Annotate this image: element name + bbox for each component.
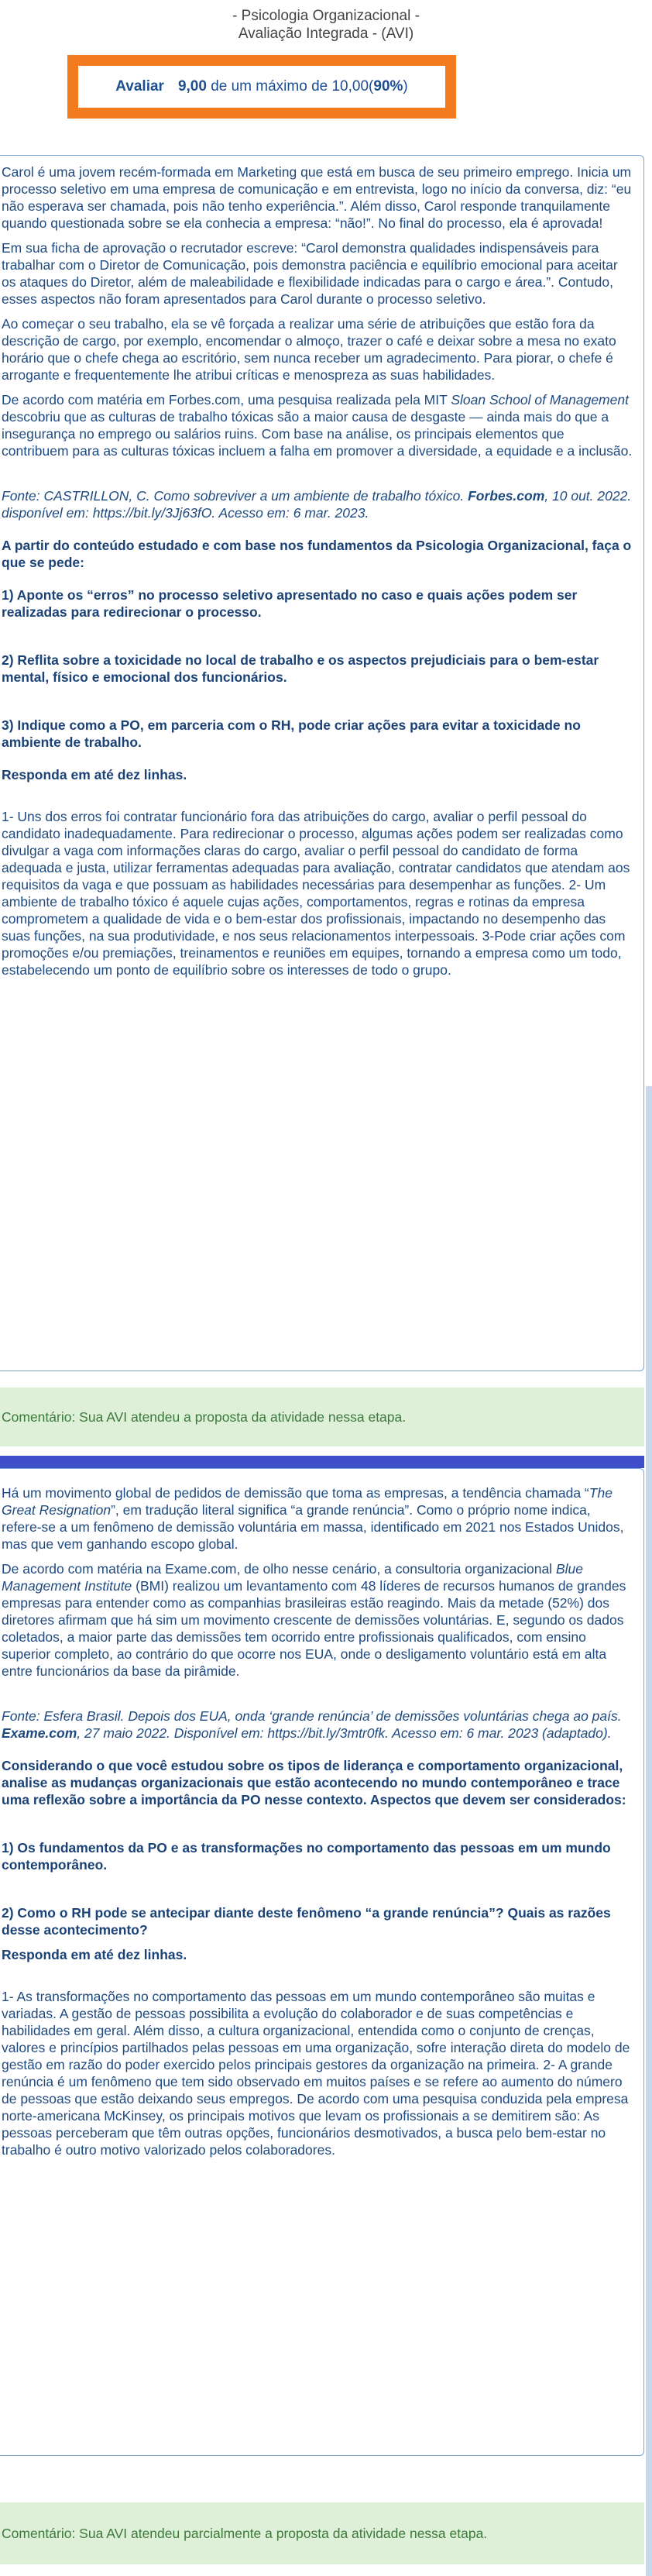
question-item: 1) Aponte os “erros” no processo seletivo apresentado no caso e quais ações podem ser realizadas para redirecionar o processo. bbox=[2, 587, 578, 620]
grade-label: Avaliar bbox=[115, 78, 164, 95]
section-divider bbox=[0, 1456, 644, 1468]
grade-text-end: ) bbox=[403, 78, 408, 95]
question-item: 3) Indique como a PO, em parceria com o RH, pode criar ações para evitar a toxicidade no ambiente de trabalho. bbox=[2, 717, 581, 750]
source-citation: Fonte: Esfera Brasil. Depois dos EUA, onda ‘grande renúncia’ de demissões voluntárias chega ao país. Exame.com, 27 maio 2022. Disponível em: https://bit.ly/3mtr0fk. Acesso em: 6 mar. 2023 (adaptado). bbox=[2, 1708, 622, 1741]
case-paragraph: Carol é uma jovem recém-formada em Marketing que está em busca de seu primeiro emprego. Inicia um processo seletivo em uma empresa de comunicação e em entrevista, logo no início da conversa, diz: “eu não esperava ser chamada, pois não tenho experiência.”. Além disso, Carol responde tranquilamente quando questionada sobre se ela conhecia a empresa: “não!”. No final do processo, ela é aprovada! bbox=[2, 164, 632, 231]
question-item: 1) Os fundamentos da PO e as transformações no comportamento das pessoas em um mundo contemporâneo. bbox=[2, 1840, 611, 1873]
answer-limit: Responda em até dez linhas. bbox=[2, 767, 187, 782]
question-item: 2) Reflita sobre a toxicidade no local de trabalho e os aspectos prejudiciais para o bem-estar mental, físico e emocional dos funcionários. bbox=[2, 652, 599, 685]
question-card-2 bbox=[0, 1468, 644, 2456]
student-answer: 1- Uns dos erros foi contratar funcionário fora das atribuições do cargo, avaliar o perfil pessoal do candidato inadequadamente. Para redirecionar o processo, algumas ações podem ser realizadas como divulgar a vaga com informações claras do cargo, avaliar o perfil pessoal do candidato de forma adequada e justa, utilizar ferramentas adequadas para avaliação, contratar candidatos que atendam aos requisitos da vaga e que possuam as habilidades necessárias para desempenhar as funções. 2- Um ambiente de trabalho tóxico é aquele cujas ações, comportamentos, regras e rotinas da empresa comprometem a qualidade de vida e o bem-estar dos profissionais, impactando no desempenho das suas funções, na sua produtividade, e nos seus relacionamentos interpessoais. 3-Pode criar ações com promoções e/ou premiações, treinamentos e reuniões em equipes, tornando a empresa como um todo, estabelecendo um ponto de equilíbrio sobre os interesses de todo o grupo. bbox=[2, 809, 630, 978]
case-paragraph: Ao começar o seu trabalho, ela se vê forçada a realizar uma série de atribuições que estão fora da descrição de cargo, por exemplo, encomendar o almoço, trazer o café e deixar sobre a mesa no exato horário que o chefe chega ao escritório, sem nunca receber um agradecimento. Para piorar, o chefe é arrogante e frequentemente lhe atribui críticas e menospreza as suas habilidades. bbox=[2, 316, 616, 383]
case-paragraph: Em sua ficha de aprovação o recrutador escreve: “Carol demonstra qualidades indispensáveis para trabalhar com o Diretor de Comunicação, pois demonstra paciência e equilíbrio emocional para aceitar os ataques do Diretor, além de maleabilidade e flexibilidade indicadas para o cargo e área.”. Contudo, esses aspectos não foram apresentados para Carol durante o processo seletivo. bbox=[2, 240, 618, 307]
course-title: - Psicologia Organizacional - bbox=[232, 8, 420, 24]
question-item: 2) Como o RH pode se antecipar diante deste fenômeno “a grande renúncia”? Quais as razões desse acontecimento? bbox=[2, 1905, 611, 1938]
question-intro: A partir do conteúdo estudado e com base nos fundamentos da Psicologia Organizacional, faça o que se pede: bbox=[2, 538, 632, 570]
source-citation: Fonte: CASTRILLON, C. Como sobreviver a um ambiente de trabalho tóxico. Forbes.com, 10 out. 2022. disponível em: https://bit.ly/3Jj63fO. Acesso em: 6 mar. 2023. bbox=[2, 488, 632, 521]
page-header bbox=[0, 0, 652, 43]
case-paragraph: De acordo com matéria em Forbes.com, uma pesquisa realizada pela MIT Sloan School of Management descobriu que as culturas de trabalho tóxicas são a maior causa de desgaste — ainda mais do que a insegurança no emprego ou salários ruins. Com base na análise, os principais elementos que contribuem para as culturas tóxicas incluem a falha em promover a diversidade, a equidade e a inclusão. bbox=[2, 392, 633, 459]
grade-score: 9,00 bbox=[177, 78, 207, 95]
case-paragraph: Há um movimento global de pedidos de demissão que toma as empresas, a tendência chamada “The Great Resignation”, em tradução literal significa “a grande renúncia”. Como o próprio nome indica, refere-se a um fenômeno de demissão voluntária em massa, identificado em 2021 nos Estados Unidos, mas que vem ganhando escopo global. bbox=[2, 1485, 624, 1552]
assessment-subtitle: Avaliação Integrada - (AVI) bbox=[238, 26, 414, 42]
case-paragraph: De acordo com matéria na Exame.com, de olho nesse cenário, a consultoria organizacional Blue Management Institute (BMI) realizou um levantamento com 48 líderes de recursos humanos de grandes empresas para entender como as companhias brasileiras estão reagindo. Mais da metade (52%) dos diretores afirmam que há sim um movimento crescente de demissões voluntárias. E, segundo os dados coletados, a maior parte das demissões tem ocorrido entre profissionais qualificados, com ensino superior completo, ao contrário do que ocorre nos EUA, onde o desligamento voluntário está em alta entre funcionários da base da pirâmide. bbox=[2, 1561, 626, 1679]
feedback-comment-1: Comentário: Sua AVI atendeu a proposta da atividade nessa etapa. bbox=[0, 1388, 644, 1446]
answer-limit: Responda em até dez linhas. bbox=[2, 1947, 187, 1962]
right-edge-strip bbox=[646, 1086, 652, 2576]
grade-percent: 90% bbox=[373, 78, 403, 95]
student-answer: 1- As transformações no comportamento das pessoas em um mundo contemporâneo são muitas e variadas. A gestão de pessoas possibilita a evolução do colaborador e de suas competências e habilidades em geral. Além disso, a cultura organizacional, entendida como o conjunto de crenças, valores e princípios partilhados pelas pessoas em uma organização, sofre interação direta do modelo de gestão em razão do poder exercido pelos principais gestores da organização na primeira. 2- A grande renúncia é um fenômeno que tem sido observado em muitos países e se refere ao aumento do número de pessoas que estão deixando seus empregos. De acordo com uma pesquisa conduzida pela empresa norte-americana McKinsey, os principais motivos que levam os profissionais a se demitirem são: As pessoas perceberam que têm outras opções, funcionários desmotivados, a busca pelo bem-estar no trabalho é outro motivo valorizado pelos colaboradores. bbox=[2, 1989, 630, 2158]
grade-summary-box bbox=[67, 55, 456, 119]
question-intro: Considerando o que você estudou sobre os tipos de liderança e comportamento organizacional, analise as mudanças organizacionais que estão acontecendo no mundo contemporâneo e trace uma reflexão sobre a importância da PO nesse contexto. Aspectos que devem ser considerados: bbox=[2, 1758, 626, 1807]
feedback-comment-2: Comentário: Sua AVI atendeu parcialmente a proposta da atividade nessa etapa. bbox=[0, 2502, 644, 2564]
grade-text: de um máximo de 10,00( bbox=[211, 78, 374, 95]
question-card-1 bbox=[0, 155, 644, 1371]
